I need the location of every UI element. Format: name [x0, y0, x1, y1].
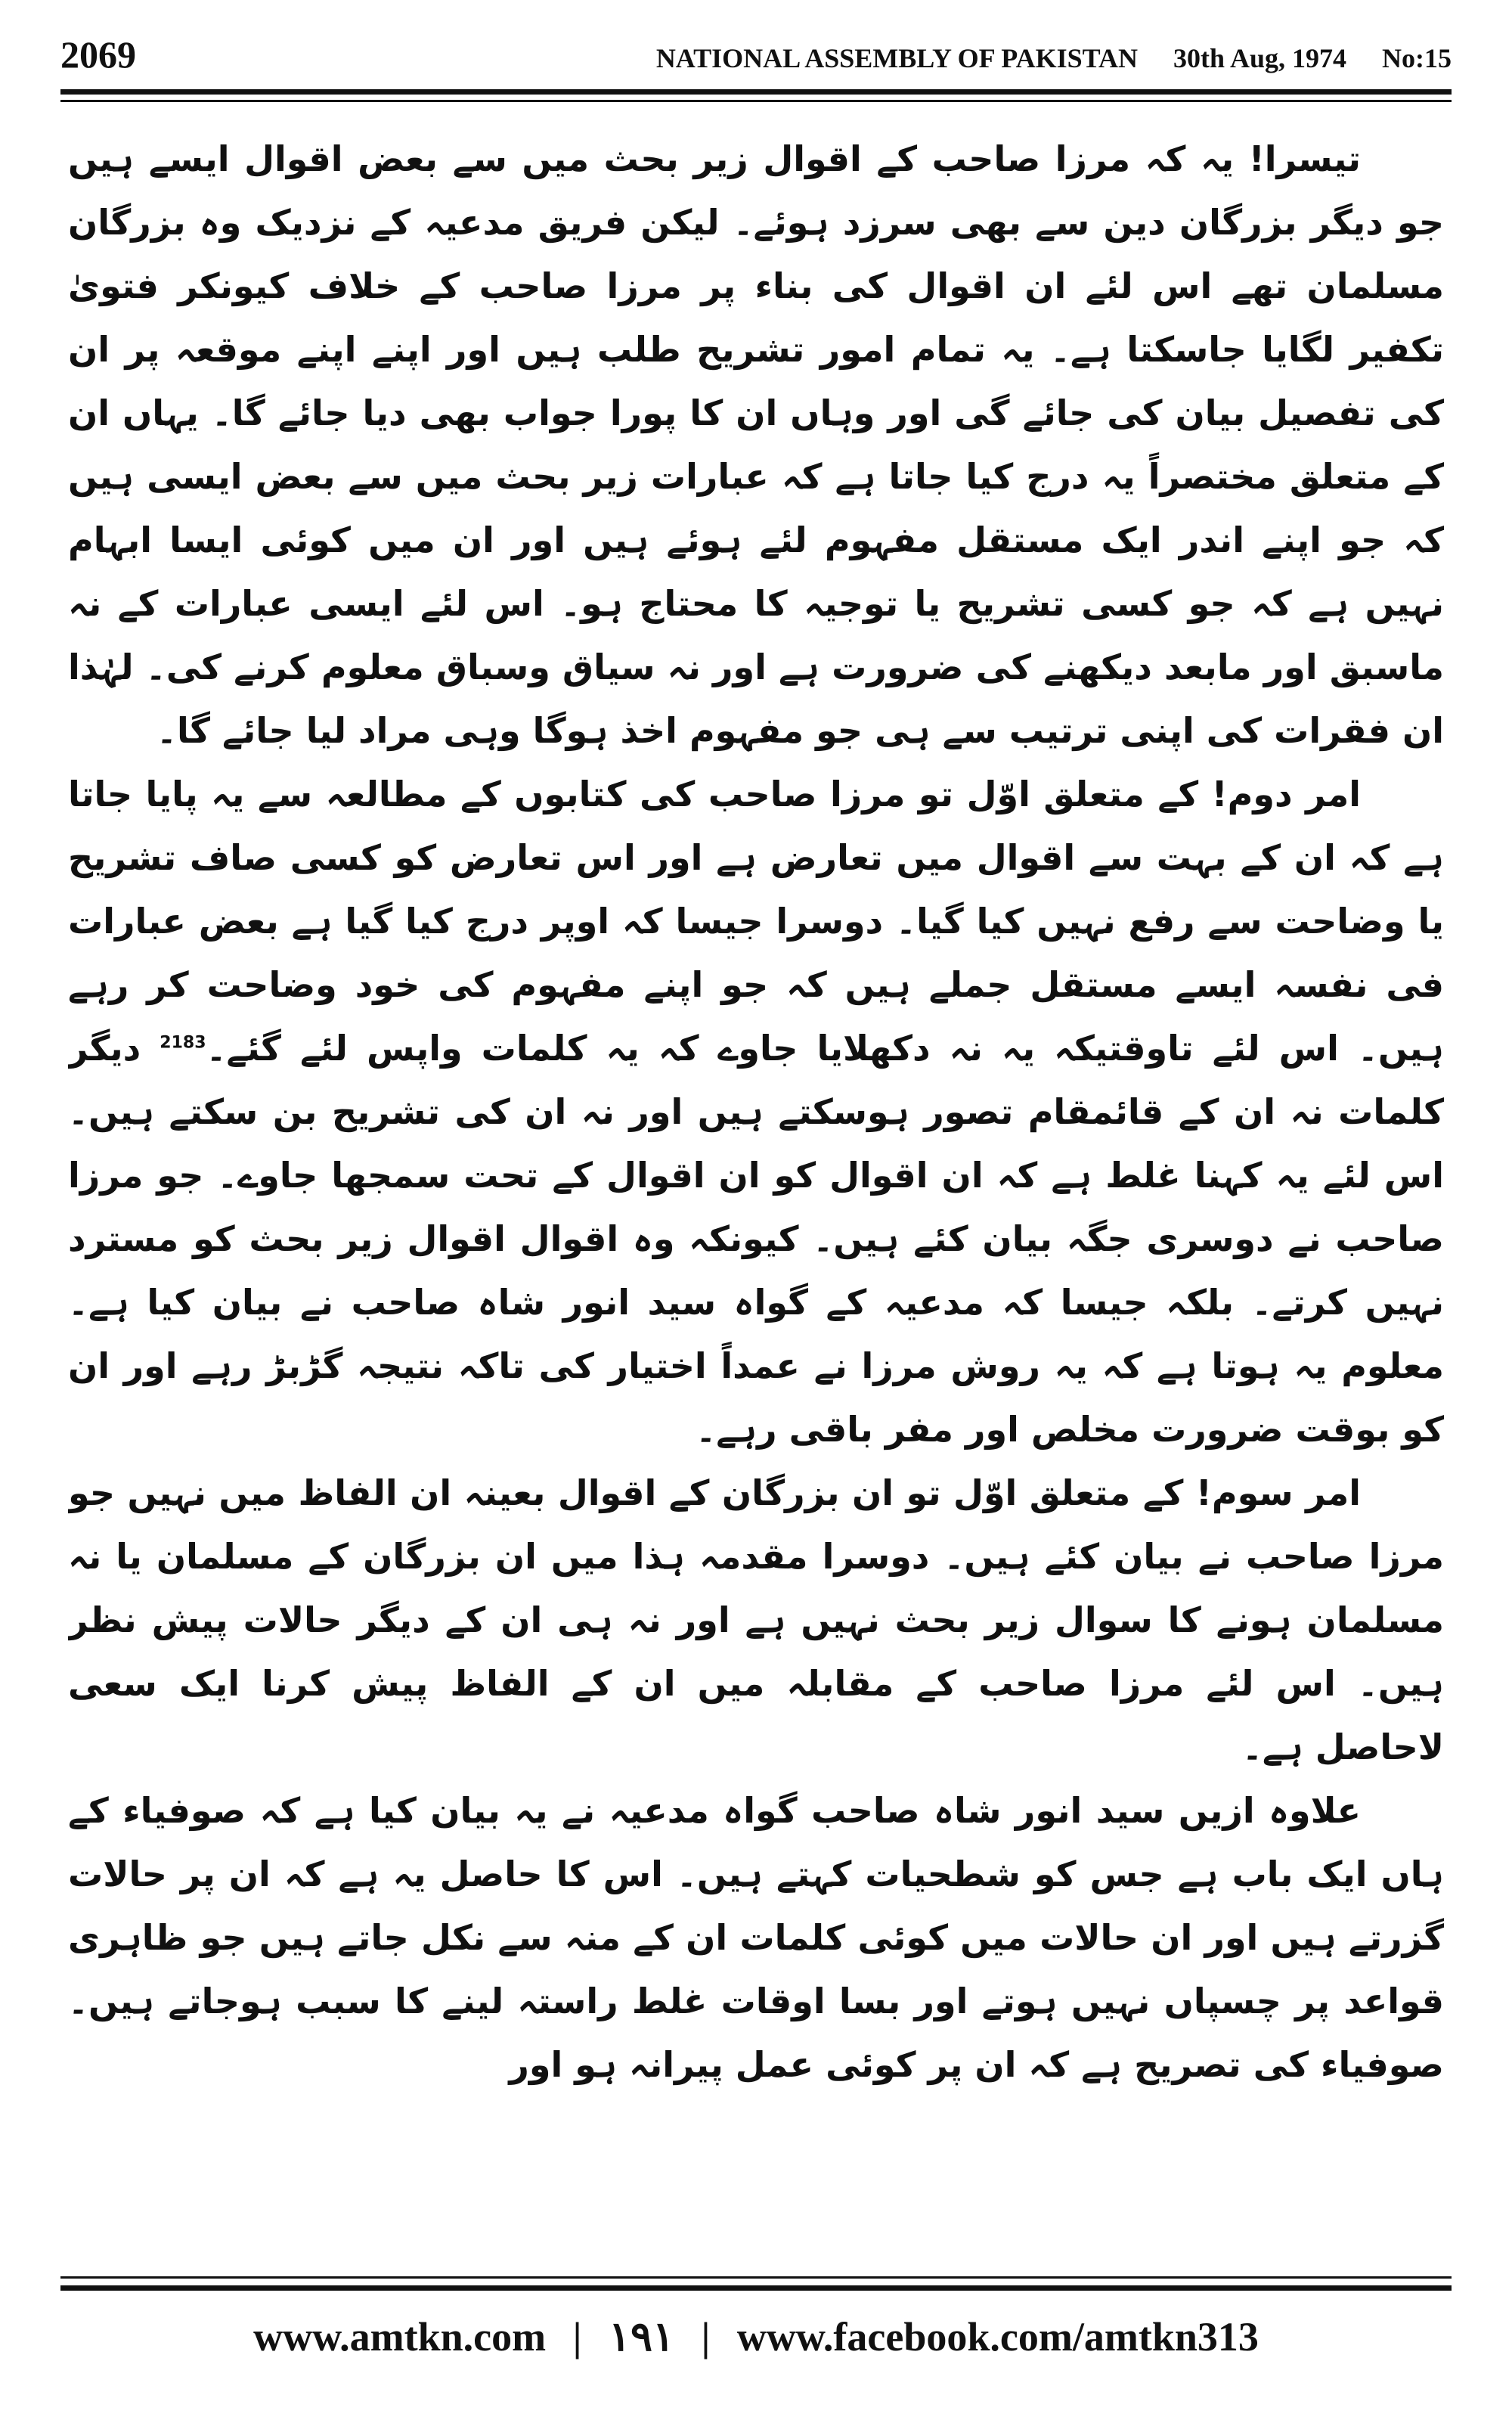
paragraph-text: امر سوم! کے متعلق اوّل تو ان بزرگان کے اقوال بعینہ ان الفاظ میں نہیں جو مرزا صاحب نے بیان کئے ہیں۔ دوسرا مقدمہ ہذا میں ان بزرگان کے مسلمان یا نہ مسلمان ہونے کا سوال زیر بحث نہیں ہے اور نہ ہی ان کے دیگر حالات پیش نظر ہیں۔ اس لئے مرزا صاحب کے مقابلہ میں ان کے الفاظ پیش کرنا ایک سعی لاحاصل ہے۔: [68, 1472, 1444, 1767]
page-number: 2069: [60, 33, 136, 76]
page-header: [60, 30, 1452, 79]
facebook-link[interactable]: www.facebook.com/amtkn313: [736, 2314, 1259, 2360]
header-rule-thin: [60, 100, 1452, 102]
publication-title: NATIONAL ASSEMBLY OF PAKISTAN: [655, 43, 1138, 73]
paragraph-additionally: [68, 1779, 1444, 2096]
header-rule-thick: [60, 89, 1452, 95]
paragraph-third-point: [68, 127, 1444, 762]
footer-separator: |: [572, 2314, 582, 2360]
running-head: [627, 38, 1452, 79]
paragraph-text: علاوہ ازیں سید انور شاہ صاحب گواہ مدعیہ نے یہ بیان کیا ہے کہ صوفیاء کے ہاں ایک باب ہے جس کو شطحیات کہتے ہیں۔ اس کا حاصل یہ ہے کہ ان پر حالات گزرتے ہیں اور ان حالات میں کوئی کلمات ان کے منہ سے نکل جاتے ہیں جو ظاہری قواعد پر چسپاں نہیں ہوتے اور بسا اوقات غلط راستہ لینے کا سبب ہوجاتے ہیں۔ صوفیاء کی تصریح ہے کہ ان پر کوئی عمل پیرانہ ہو اور: [68, 1790, 1444, 2085]
footer-separator: |: [701, 2314, 711, 2360]
page-body: [68, 127, 1444, 2237]
issue-number: No:15: [1382, 43, 1452, 73]
paragraph-text: تیسرا! یہ کہ مرزا صاحب کے اقوال زیر بحث میں سے بعض اقوال ایسے ہیں جو دیگر بزرگان دین سے بھی سرزد ہوئے۔ لیکن فریق مدعیہ کے نزدیک وہ بزرگان مسلمان تھے اس لئے ان اقوال کی بناء پر مرزا صاحب کے خلاف کیونکر فتویٰ تکفیر لگایا جاسکتا ہے۔ یہ تمام امور تشریح طلب ہیں اور اپنے اپنے موقعہ پر ان کی تفصیل بیان کی جائے گی اور وہاں ان کا پورا جواب بھی دیا جائے گا۔ یہاں ان کے متعلق مختصراً یہ درج کیا جاتا ہے کہ عبارات زیر بحث میں سے بعض ایسی ہیں کہ جو اپنے اندر ایک مستقل مفہوم لئے ہوئے ہیں اور ان میں کوئی ایسا ابہام نہیں ہے کہ جو کسی تشریح یا توجیہ کا محتاج ہو۔ اس لئے ایسی عبارات کے نہ ماسبق اور مابعد دیکھنے کی ضرورت ہے اور نہ سیاق وسباق معلوم کرنے کی۔ لہٰذا ان فقرات کی اپنی ترتیب سے ہی جو مفہوم اخذ ہوگا وہی مراد لیا جائے گا۔: [68, 138, 1444, 751]
footer-rule-thick: [60, 2285, 1452, 2291]
paragraph-text: امر دوم! کے متعلق اوّل تو مرزا صاحب کی کتابوں کے مطالعہ سے یہ پایا جاتا ہے کہ ان کے بہت سے اقوال میں تعارض ہے اور اس تعارض کو کسی صاف تشریح یا وضاحت سے رفع نہیں کیا گیا۔ دوسرا جیسا کہ اوپر درج کیا گیا ہے بعض عبارات فی نفسہ ایسے مستقل جملے ہیں کہ جو اپنے مفہوم کی خود وضاحت کر رہے ہیں۔ اس لئے تاوقتیکہ یہ نہ دکھلایا جاوے کہ یہ کلمات واپس لئے گئے۔: [68, 774, 1444, 1069]
paragraph-third-matter: [68, 1461, 1444, 1779]
website-link[interactable]: www.amtkn.com: [253, 2314, 547, 2360]
book-page-number: ١٩١: [609, 2314, 675, 2360]
paragraph-second-matter: [68, 762, 1444, 1461]
footnote-marker: 2183: [160, 1033, 206, 1053]
paragraph-text-continued: دیگر کلمات نہ ان کے قائمقام تصور ہوسکتے ہیں اور نہ ان کی تشریح بن سکتے ہیں۔ اس لئے یہ کہنا غلط ہے کہ ان اقوال کو ان اقوال کے تحت سمجھا جاوے۔ جو مرزا صاحب نے دوسری جگہ بیان کئے ہیں۔ کیونکہ وہ اقوال اقوال زیر بحث کو مسترد نہیں کرتے۔ بلکہ جیسا کہ مدعیہ کے گواہ سید انور شاہ صاحب نے بیان کیا ہے۔ معلوم یہ ہوتا ہے کہ یہ روش مرزا نے عمداً اختیار کی تاکہ نتیجہ گڑبڑ رہے اور ان کو بوقت ضرورت مخلص اور مفر باقی رہے۔: [68, 1028, 1444, 1450]
footer-rule-thin: [60, 2276, 1452, 2279]
session-date: 30th Aug, 1974: [1173, 43, 1346, 73]
page-footer: [60, 2299, 1452, 2375]
